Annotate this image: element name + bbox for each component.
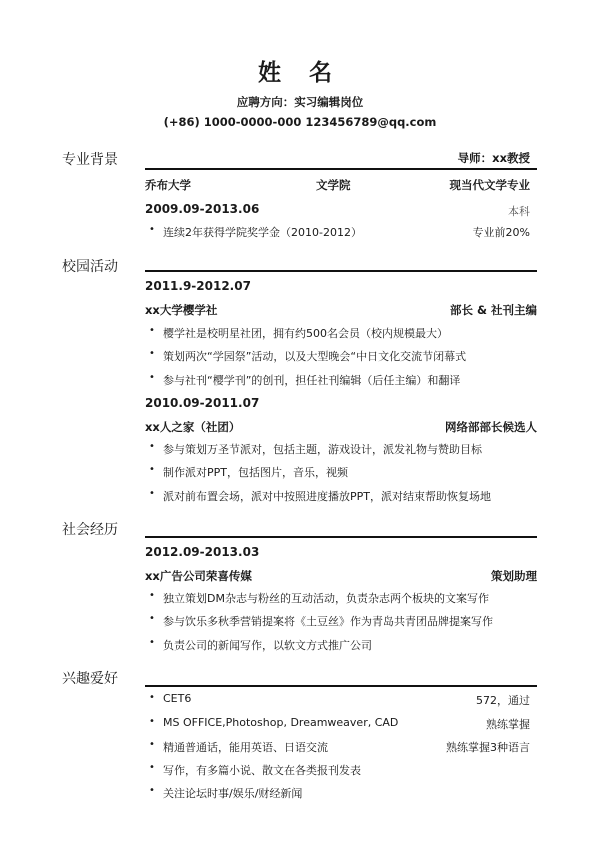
social-period: 2012.09-2013.03 xyxy=(145,545,260,559)
school-name: 乔布大学 xyxy=(145,178,191,192)
list-item: • 负责公司的新闻写作，以软文方式推广公司 xyxy=(163,637,372,653)
list-item: • 参与社刊“樱学刊”的创刊，担任社刊编辑（后任主编）和翻译 xyxy=(163,372,460,388)
section-rule xyxy=(145,270,537,272)
college-name: 文学院 xyxy=(316,178,351,192)
activity-period: 2010.09-2011.07 xyxy=(145,396,260,410)
social-role: 策划助理 xyxy=(491,569,537,583)
list-item-note: 熟练掌握3种语言 xyxy=(446,741,530,754)
education-period: 2009.09-2013.06 xyxy=(145,202,260,216)
section-rule xyxy=(145,685,537,687)
list-item: • 写作，有多篇小说、散文在各类报刊发表 xyxy=(163,762,361,778)
rank: 专业前20% xyxy=(472,226,530,239)
list-item: • MS OFFICE,Photoshop, Dreamweaver, CAD xyxy=(163,716,398,729)
section-rule xyxy=(145,168,537,170)
candidate-name: 姓 名 xyxy=(257,60,342,86)
section-title-social: 社会经历 xyxy=(62,522,118,538)
list-item: • CET6 xyxy=(163,692,191,705)
list-item: • 独立策划DM杂志与粉丝的互动活动，负责杂志两个板块的文案写作 xyxy=(163,590,489,606)
list-item: • 策划两次“学园祭”活动，以及大型晚会“中日文化交流节闭幕式 xyxy=(163,348,466,364)
applied-position: 应聘方向：实习编辑岗位 xyxy=(236,95,364,109)
list-item: • 关注论坛时事/娱乐/财经新闻 xyxy=(163,785,302,801)
list-item: • 精通普通话，能用英语、日语交流 xyxy=(163,739,328,755)
activity-role: 部长 & 社刊主编 xyxy=(449,303,537,317)
section-title-education: 专业背景 xyxy=(62,152,118,168)
list-item: • 参与饮乐多秋季营销提案将《土豆丝》作为青岛共青团品牌提案写作 xyxy=(163,613,493,629)
degree: 本科 xyxy=(508,205,530,218)
section-title-campus: 校园活动 xyxy=(62,259,118,275)
advisor: 导师：xx教授 xyxy=(457,151,530,165)
list-item: • 樱学社是校明星社团，拥有约500名会员（校内规模最大） xyxy=(163,325,448,341)
section-title-hobbies: 兴趣爱好 xyxy=(62,671,118,687)
list-item: • 参与策划万圣节派对，包括主题，游戏设计，派发礼物与赞助目标 xyxy=(163,441,482,457)
activity-period: 2011.9-2012.07 xyxy=(145,279,251,293)
contact-line: (+86) 1000-0000-000 123456789@qq.com xyxy=(163,115,437,129)
list-item-note: 572，通过 xyxy=(476,694,530,707)
list-item: • 连续2年获得学院奖学金（2010-2012） xyxy=(163,224,362,240)
social-org: xx广告公司荣喜传媒 xyxy=(145,569,252,583)
activity-role: 网络部部长候选人 xyxy=(445,420,537,434)
list-item-note: 熟练掌握 xyxy=(486,718,530,731)
list-item: • 制作派对PPT，包括图片，音乐，视频 xyxy=(163,464,348,480)
section-rule xyxy=(145,536,537,538)
activity-org: xx人之家（社团） xyxy=(145,420,241,434)
major-name: 现当代文学专业 xyxy=(449,178,530,192)
activity-org: xx大学樱学社 xyxy=(145,303,218,317)
list-item: • 派对前布置会场，派对中按照进度播放PPT，派对结束帮助恢复场地 xyxy=(163,488,491,504)
